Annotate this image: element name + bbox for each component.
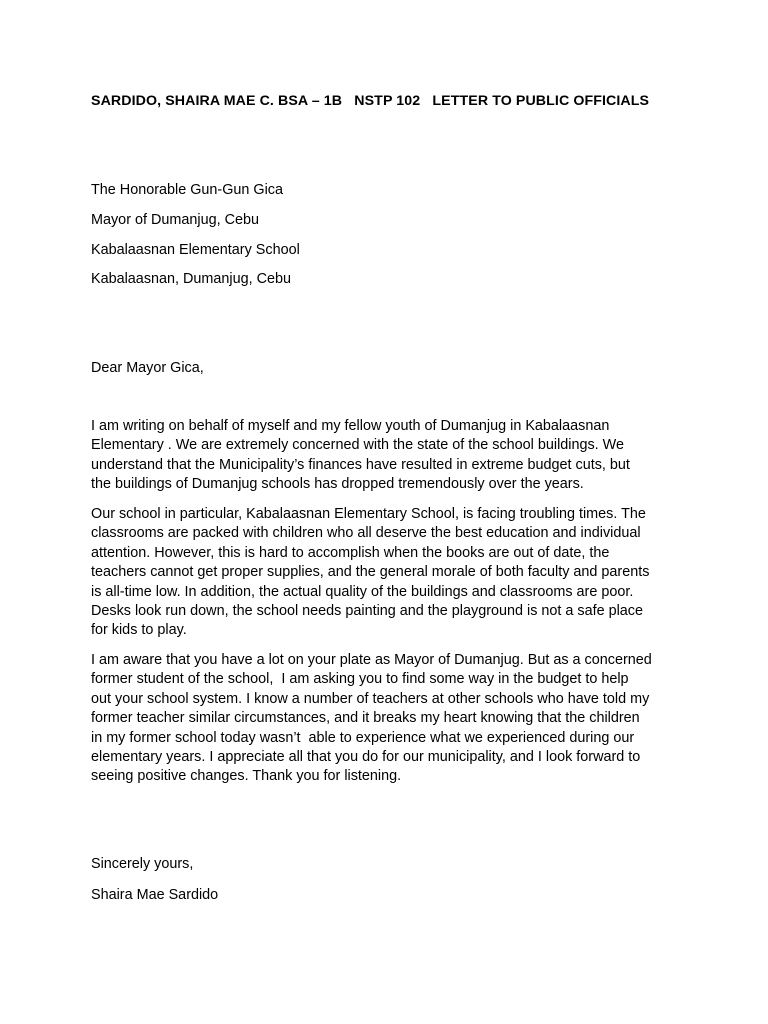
paragraph-line: in my former school today wasn’t able to experience what we experienced during our [91, 729, 635, 746]
closing-line: Sincerely yours, [91, 856, 194, 872]
paragraph-line: is all-time low. In addition, the actual quality of the buildings and classrooms are poor. [91, 583, 634, 600]
paragraph-line: understand that the Municipality’s finances have resulted in extreme budget cuts, but [91, 456, 630, 473]
body-paragraph-3 [91, 651, 691, 787]
paragraph-line: attention. However, this is hard to accomplish when the books are out of date, the [91, 544, 610, 561]
paragraph-line: seeing positive changes. Thank you for listening. [91, 768, 402, 785]
paragraph-line: out your school system. I know a number of teachers at other schools who have told my [91, 690, 650, 707]
paragraph-line: Elementary . We are extremely concerned with the state of the school buildings. We [91, 437, 624, 454]
paragraph-line: I am writing on behalf of myself and my fellow youth of Dumanjug in Kabalaasnan [91, 418, 610, 434]
body-paragraph-2 [91, 505, 691, 641]
paragraph-line: former student of the school, I am asking you to find some way in the budget to help [91, 671, 629, 688]
paragraph-line: I am aware that you have a lot on your plate as Mayor of Dumanjug. But as a concerned [91, 652, 652, 668]
body-paragraph-1 [91, 417, 691, 495]
address-line-location: Kabalaasnan, Dumanjug, Cebu [91, 271, 292, 287]
document-heading: SARDIDO, SHAIRA MAE C. BSA – 1B NSTP 102 LETTER TO PUBLIC OFFICIALS [91, 93, 650, 109]
signature-name: Shaira Mae Sardido [91, 887, 219, 903]
paragraph-line: classrooms are packed with children who all deserve the best education and individual [91, 525, 641, 542]
salutation: Dear Mayor Gica, [91, 360, 204, 376]
paragraph-line: for kids to play. [91, 622, 187, 639]
paragraph-line: former teacher similar circumstances, and it breaks my heart knowing that the children [91, 710, 640, 727]
address-line-title: Mayor of Dumanjug, Cebu [91, 212, 259, 228]
address-line-school: Kabalaasnan Elementary School [91, 242, 300, 258]
paragraph-line: Our school in particular, Kabalaasnan Elementary School, is facing troubling times. The [91, 506, 646, 522]
address-line-recipient: The Honorable Gun-Gun Gica [91, 182, 283, 198]
paragraph-line: elementary years. I appreciate all that you do for our municipality, and I look forward to [91, 749, 641, 766]
paragraph-line: Desks look run down, the school needs painting and the playground is not a safe place [91, 603, 644, 620]
paragraph-line: the buildings of Dumanjug schools has dropped tremendously over the years. [91, 476, 584, 493]
paragraph-line: teachers cannot get proper supplies, and the general morale of both faculty and parents [91, 564, 650, 581]
